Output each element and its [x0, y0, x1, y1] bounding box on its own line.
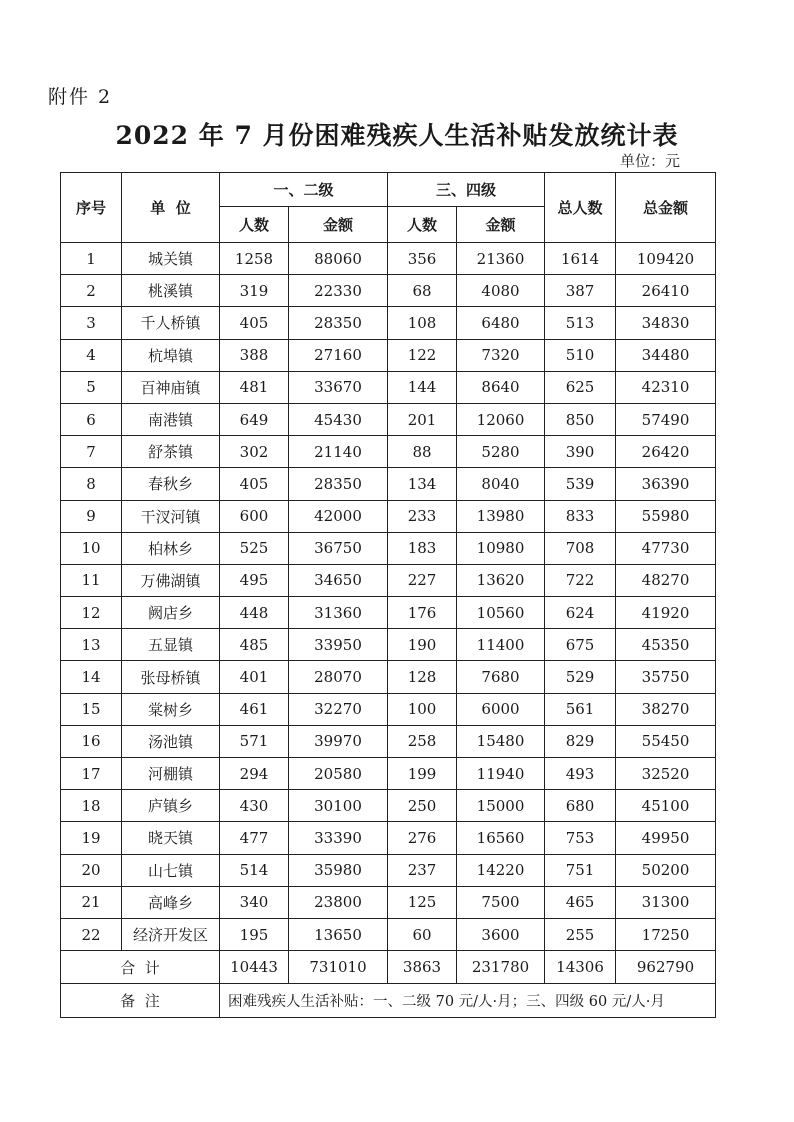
header-amount-3-4: 金额 [457, 207, 545, 243]
cell-total-amount: 109420 [616, 243, 716, 275]
cell-amount-3-4: 11940 [457, 758, 545, 790]
cell-unit: 棠树乡 [122, 693, 220, 725]
table-row [61, 564, 716, 596]
cell-total-amount: 45100 [616, 790, 716, 822]
header-amount-1-2: 金额 [289, 207, 388, 243]
cell-total-amount: 42310 [616, 371, 716, 403]
subsidy-statistics-table [60, 172, 716, 1018]
cell-people-1-2: 477 [220, 822, 289, 854]
cell-total-people: 829 [545, 725, 616, 757]
cell-people-3-4: 233 [388, 500, 457, 532]
cell-total-people: 751 [545, 854, 616, 886]
cell-amount-3-4: 5280 [457, 436, 545, 468]
cell-total-people: 625 [545, 371, 616, 403]
cell-total-amount: 55980 [616, 500, 716, 532]
table-row [61, 275, 716, 307]
cell-amount-1-2: 31360 [289, 597, 388, 629]
header-total-amount: 总金额 [616, 173, 716, 243]
cell-people-3-4: 276 [388, 822, 457, 854]
cell-people-1-2: 461 [220, 693, 289, 725]
cell-people-1-2: 1258 [220, 243, 289, 275]
cell-total-amount: 45350 [616, 629, 716, 661]
cell-amount-3-4: 7680 [457, 661, 545, 693]
unit-label: 单位：元 [620, 152, 681, 170]
remark-text: 困难残疾人生活补贴：一、二级 70 元/人·月；三、四级 60 元/人·月 [220, 984, 716, 1018]
cell-amount-1-2: 28070 [289, 661, 388, 693]
header-group-3-4: 三、四级 [388, 173, 545, 207]
cell-seq: 19 [61, 822, 122, 854]
total-amount-3-4: 231780 [457, 951, 545, 984]
cell-amount-3-4: 10560 [457, 597, 545, 629]
table-row [61, 886, 716, 918]
cell-amount-1-2: 34650 [289, 564, 388, 596]
cell-seq: 8 [61, 468, 122, 500]
cell-amount-1-2: 39970 [289, 725, 388, 757]
cell-total-amount: 31300 [616, 886, 716, 918]
table-row [61, 532, 716, 564]
table-row [61, 918, 716, 950]
header-unit: 单 位 [122, 173, 220, 243]
cell-unit: 干汊河镇 [122, 500, 220, 532]
cell-total-people: 680 [545, 790, 616, 822]
cell-seq: 12 [61, 597, 122, 629]
cell-amount-3-4: 21360 [457, 243, 545, 275]
cell-amount-3-4: 11400 [457, 629, 545, 661]
cell-seq: 20 [61, 854, 122, 886]
table-row [61, 725, 716, 757]
table-row [61, 500, 716, 532]
cell-amount-3-4: 6000 [457, 693, 545, 725]
cell-total-amount: 47730 [616, 532, 716, 564]
header-total-people: 总人数 [545, 173, 616, 243]
cell-seq: 7 [61, 436, 122, 468]
cell-unit: 阙店乡 [122, 597, 220, 629]
cell-seq: 13 [61, 629, 122, 661]
total-people-1-2: 10443 [220, 951, 289, 984]
cell-total-amount: 26410 [616, 275, 716, 307]
cell-total-people: 708 [545, 532, 616, 564]
cell-amount-1-2: 27160 [289, 339, 388, 371]
cell-people-3-4: 199 [388, 758, 457, 790]
header-seq: 序号 [61, 173, 122, 243]
cell-seq: 17 [61, 758, 122, 790]
cell-people-1-2: 600 [220, 500, 289, 532]
cell-people-3-4: 190 [388, 629, 457, 661]
cell-people-3-4: 88 [388, 436, 457, 468]
cell-amount-1-2: 28350 [289, 307, 388, 339]
cell-unit: 高峰乡 [122, 886, 220, 918]
cell-total-amount: 36390 [616, 468, 716, 500]
cell-people-3-4: 227 [388, 564, 457, 596]
cell-total-people: 387 [545, 275, 616, 307]
cell-people-3-4: 100 [388, 693, 457, 725]
cell-people-1-2: 485 [220, 629, 289, 661]
cell-total-amount: 50200 [616, 854, 716, 886]
cell-total-people: 539 [545, 468, 616, 500]
table-row [61, 339, 716, 371]
cell-total-amount: 48270 [616, 564, 716, 596]
table-row [61, 854, 716, 886]
cell-amount-3-4: 3600 [457, 918, 545, 950]
cell-seq: 14 [61, 661, 122, 693]
cell-amount-3-4: 7320 [457, 339, 545, 371]
table-row [61, 307, 716, 339]
remark-row [61, 984, 716, 1018]
cell-total-amount: 34830 [616, 307, 716, 339]
cell-amount-1-2: 20580 [289, 758, 388, 790]
cell-amount-3-4: 16560 [457, 822, 545, 854]
cell-seq: 10 [61, 532, 122, 564]
table-row [61, 758, 716, 790]
cell-amount-1-2: 23800 [289, 886, 388, 918]
cell-total-amount: 57490 [616, 403, 716, 435]
cell-people-1-2: 302 [220, 436, 289, 468]
cell-amount-1-2: 32270 [289, 693, 388, 725]
table-row [61, 436, 716, 468]
cell-total-people: 561 [545, 693, 616, 725]
table-row [61, 403, 716, 435]
cell-total-people: 390 [545, 436, 616, 468]
cell-seq: 6 [61, 403, 122, 435]
cell-unit: 春秋乡 [122, 468, 220, 500]
cell-seq: 3 [61, 307, 122, 339]
table-body [61, 243, 716, 1018]
cell-people-1-2: 195 [220, 918, 289, 950]
cell-people-1-2: 649 [220, 403, 289, 435]
cell-amount-1-2: 36750 [289, 532, 388, 564]
cell-people-1-2: 294 [220, 758, 289, 790]
cell-people-1-2: 388 [220, 339, 289, 371]
cell-unit: 河棚镇 [122, 758, 220, 790]
cell-seq: 18 [61, 790, 122, 822]
cell-unit: 张母桥镇 [122, 661, 220, 693]
cell-total-amount: 35750 [616, 661, 716, 693]
cell-people-1-2: 401 [220, 661, 289, 693]
cell-total-people: 675 [545, 629, 616, 661]
table-header [61, 173, 716, 243]
remark-label: 备 注 [61, 984, 220, 1018]
header-people-1-2: 人数 [220, 207, 289, 243]
cell-unit: 庐镇乡 [122, 790, 220, 822]
attachment-label: 附件 2 [48, 86, 113, 108]
cell-amount-1-2: 33950 [289, 629, 388, 661]
table-row [61, 468, 716, 500]
cell-seq: 15 [61, 693, 122, 725]
cell-total-people: 529 [545, 661, 616, 693]
cell-unit: 千人桥镇 [122, 307, 220, 339]
cell-total-people: 722 [545, 564, 616, 596]
cell-total-amount: 32520 [616, 758, 716, 790]
cell-seq: 4 [61, 339, 122, 371]
cell-people-3-4: 125 [388, 886, 457, 918]
cell-people-1-2: 481 [220, 371, 289, 403]
cell-total-amount: 49950 [616, 822, 716, 854]
cell-people-1-2: 430 [220, 790, 289, 822]
table-row [61, 822, 716, 854]
header-people-3-4: 人数 [388, 207, 457, 243]
cell-total-people: 510 [545, 339, 616, 371]
cell-people-3-4: 122 [388, 339, 457, 371]
cell-amount-3-4: 14220 [457, 854, 545, 886]
cell-people-1-2: 405 [220, 307, 289, 339]
cell-amount-3-4: 7500 [457, 886, 545, 918]
cell-seq: 22 [61, 918, 122, 950]
cell-amount-1-2: 30100 [289, 790, 388, 822]
cell-amount-1-2: 88060 [289, 243, 388, 275]
cell-total-amount: 17250 [616, 918, 716, 950]
cell-amount-1-2: 45430 [289, 403, 388, 435]
total-amount-1-2: 731010 [289, 951, 388, 984]
cell-seq: 1 [61, 243, 122, 275]
cell-seq: 16 [61, 725, 122, 757]
cell-total-amount: 41920 [616, 597, 716, 629]
table-row [61, 693, 716, 725]
table-row [61, 629, 716, 661]
cell-unit: 杭埠镇 [122, 339, 220, 371]
cell-people-1-2: 319 [220, 275, 289, 307]
total-people: 14306 [545, 951, 616, 984]
cell-people-3-4: 144 [388, 371, 457, 403]
cell-amount-3-4: 4080 [457, 275, 545, 307]
cell-amount-1-2: 22330 [289, 275, 388, 307]
cell-unit: 南港镇 [122, 403, 220, 435]
cell-seq: 2 [61, 275, 122, 307]
cell-amount-3-4: 13620 [457, 564, 545, 596]
cell-people-3-4: 250 [388, 790, 457, 822]
cell-amount-3-4: 15480 [457, 725, 545, 757]
cell-amount-3-4: 8640 [457, 371, 545, 403]
cell-unit: 舒茶镇 [122, 436, 220, 468]
cell-amount-1-2: 35980 [289, 854, 388, 886]
cell-unit: 桃溪镇 [122, 275, 220, 307]
cell-unit: 城关镇 [122, 243, 220, 275]
cell-people-3-4: 128 [388, 661, 457, 693]
cell-seq: 11 [61, 564, 122, 596]
cell-total-people: 753 [545, 822, 616, 854]
cell-amount-1-2: 42000 [289, 500, 388, 532]
cell-people-1-2: 514 [220, 854, 289, 886]
cell-total-people: 624 [545, 597, 616, 629]
total-label: 合 计 [61, 951, 220, 984]
cell-people-3-4: 108 [388, 307, 457, 339]
cell-people-3-4: 60 [388, 918, 457, 950]
cell-people-1-2: 340 [220, 886, 289, 918]
table-row [61, 243, 716, 275]
total-row [61, 951, 716, 984]
cell-amount-3-4: 10980 [457, 532, 545, 564]
table-row [61, 790, 716, 822]
cell-people-1-2: 525 [220, 532, 289, 564]
cell-unit: 山七镇 [122, 854, 220, 886]
table-row [61, 597, 716, 629]
cell-people-3-4: 68 [388, 275, 457, 307]
cell-total-people: 465 [545, 886, 616, 918]
cell-total-people: 850 [545, 403, 616, 435]
cell-seq: 5 [61, 371, 122, 403]
cell-unit: 汤池镇 [122, 725, 220, 757]
cell-amount-1-2: 33390 [289, 822, 388, 854]
cell-total-amount: 34480 [616, 339, 716, 371]
total-amount: 962790 [616, 951, 716, 984]
cell-people-3-4: 237 [388, 854, 457, 886]
cell-total-people: 1614 [545, 243, 616, 275]
cell-unit: 五显镇 [122, 629, 220, 661]
cell-total-people: 493 [545, 758, 616, 790]
cell-amount-3-4: 12060 [457, 403, 545, 435]
cell-unit: 万佛湖镇 [122, 564, 220, 596]
cell-amount-1-2: 21140 [289, 436, 388, 468]
cell-people-1-2: 495 [220, 564, 289, 596]
cell-unit: 晓天镇 [122, 822, 220, 854]
table-row [61, 661, 716, 693]
cell-seq: 21 [61, 886, 122, 918]
cell-total-people: 513 [545, 307, 616, 339]
cell-people-1-2: 448 [220, 597, 289, 629]
cell-people-3-4: 134 [388, 468, 457, 500]
total-people-3-4: 3863 [388, 951, 457, 984]
cell-people-3-4: 356 [388, 243, 457, 275]
cell-total-people: 255 [545, 918, 616, 950]
table-row [61, 371, 716, 403]
cell-people-3-4: 176 [388, 597, 457, 629]
header-group-1-2: 一、二级 [220, 173, 388, 207]
cell-people-3-4: 258 [388, 725, 457, 757]
document-title: 2022 年 7 月份困难残疾人生活补贴发放统计表 [115, 121, 679, 150]
cell-amount-1-2: 33670 [289, 371, 388, 403]
cell-amount-3-4: 6480 [457, 307, 545, 339]
cell-total-amount: 26420 [616, 436, 716, 468]
cell-people-3-4: 183 [388, 532, 457, 564]
cell-seq: 9 [61, 500, 122, 532]
cell-unit: 百神庙镇 [122, 371, 220, 403]
cell-unit: 经济开发区 [122, 918, 220, 950]
cell-amount-3-4: 13980 [457, 500, 545, 532]
cell-total-amount: 55450 [616, 725, 716, 757]
cell-total-amount: 38270 [616, 693, 716, 725]
cell-people-3-4: 201 [388, 403, 457, 435]
cell-people-1-2: 571 [220, 725, 289, 757]
cell-total-people: 833 [545, 500, 616, 532]
cell-amount-3-4: 8040 [457, 468, 545, 500]
cell-people-1-2: 405 [220, 468, 289, 500]
cell-amount-1-2: 28350 [289, 468, 388, 500]
cell-amount-1-2: 13650 [289, 918, 388, 950]
cell-unit: 柏林乡 [122, 532, 220, 564]
cell-amount-3-4: 15000 [457, 790, 545, 822]
